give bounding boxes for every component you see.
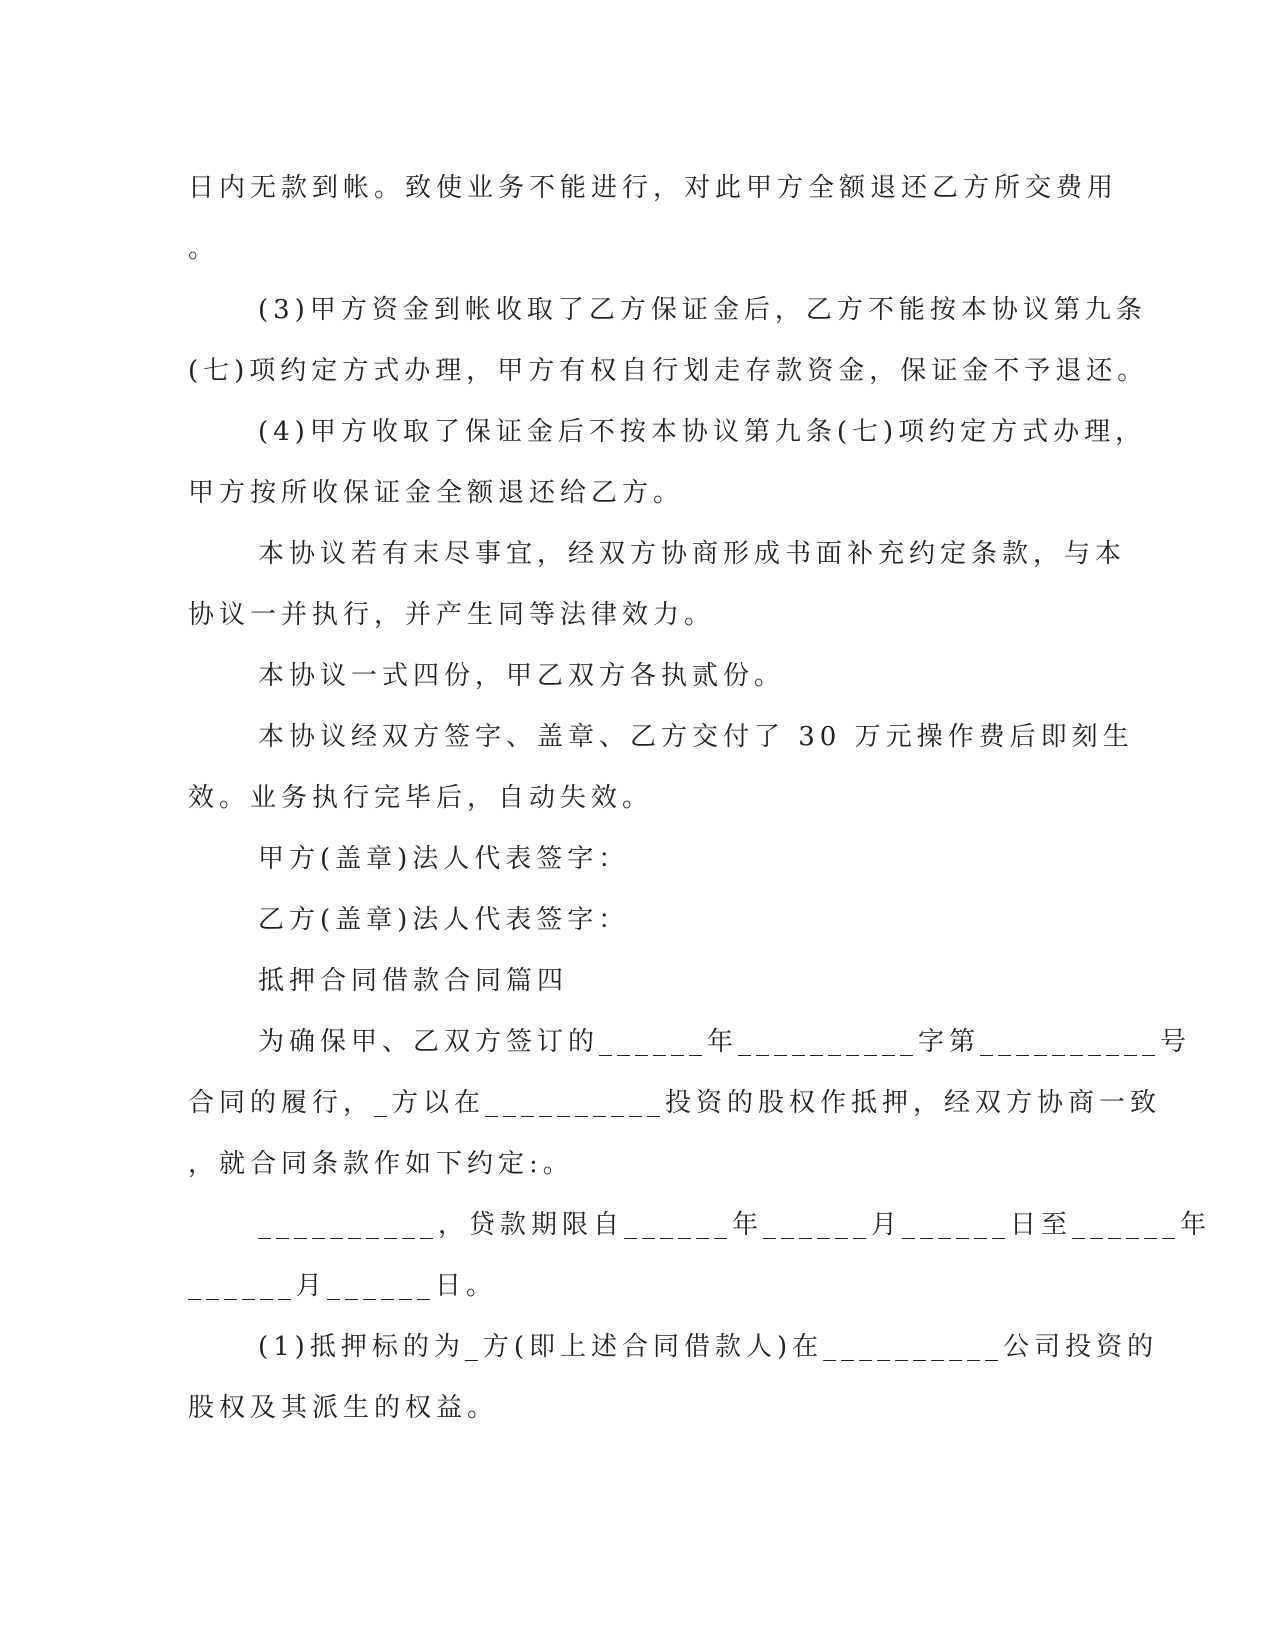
signature-line-party-b: 乙方(盖章)法人代表签字： bbox=[258, 905, 630, 935]
text-line: 协议一并执行，并产生同等法律效力。 bbox=[188, 600, 716, 630]
text-line: (七)项约定方式办理，甲方有权自行划走存款资金，保证金不予退还。 bbox=[188, 356, 1149, 386]
paragraph-line: (4)甲方收取了保证金后不按本协议第九条(七)项约定方式办理， bbox=[258, 417, 1147, 447]
section-heading: 抵押合同借款合同篇四 bbox=[258, 966, 569, 996]
paragraph-line: (1)抵押标的为_方(即上述合同借款人)在__________公司投资的 bbox=[258, 1332, 1159, 1362]
paragraph-line: 本协议一式四份，甲乙双方各执贰份。 bbox=[258, 661, 786, 691]
text-line: 。 bbox=[188, 234, 220, 264]
text-line: 日内无款到帐。致使业务不能进行，对此甲方全额退还乙方所交费用 bbox=[188, 173, 1119, 203]
paragraph-line: (3)甲方资金到帐收取了乙方保证金后，乙方不能按本协议第九条 bbox=[258, 295, 1147, 325]
paragraph-line: 为确保甲、乙双方签订的______年__________字第__________号 bbox=[258, 1027, 1192, 1057]
text-line: 效。业务执行完毕后，自动失效。 bbox=[188, 783, 654, 813]
signature-line-party-a: 甲方(盖章)法人代表签字： bbox=[258, 844, 630, 874]
paragraph-line: 本协议若有末尽事宜，经双方协商形成书面补充约定条款，与本 bbox=[258, 539, 1127, 569]
document-body bbox=[188, 158, 1212, 1439]
text-line: 合同的履行，_方以在__________投资的股权作抵押，经双方协商一致 bbox=[188, 1088, 1162, 1118]
text-line: 甲方按所收保证金全额退还给乙方。 bbox=[188, 478, 685, 508]
text-line: ，就合同条款作如下约定:。 bbox=[188, 1149, 574, 1179]
paragraph-line: 本协议经双方签字、盖章、乙方交付了 30 万元操作费后即刻生 bbox=[258, 722, 1134, 752]
paragraph-line: __________，贷款期限自______年______月______日至______年 bbox=[258, 1210, 1212, 1240]
text-line: 股权及其派生的权益。 bbox=[188, 1393, 499, 1423]
text-line: ______月______日。 bbox=[188, 1271, 498, 1301]
